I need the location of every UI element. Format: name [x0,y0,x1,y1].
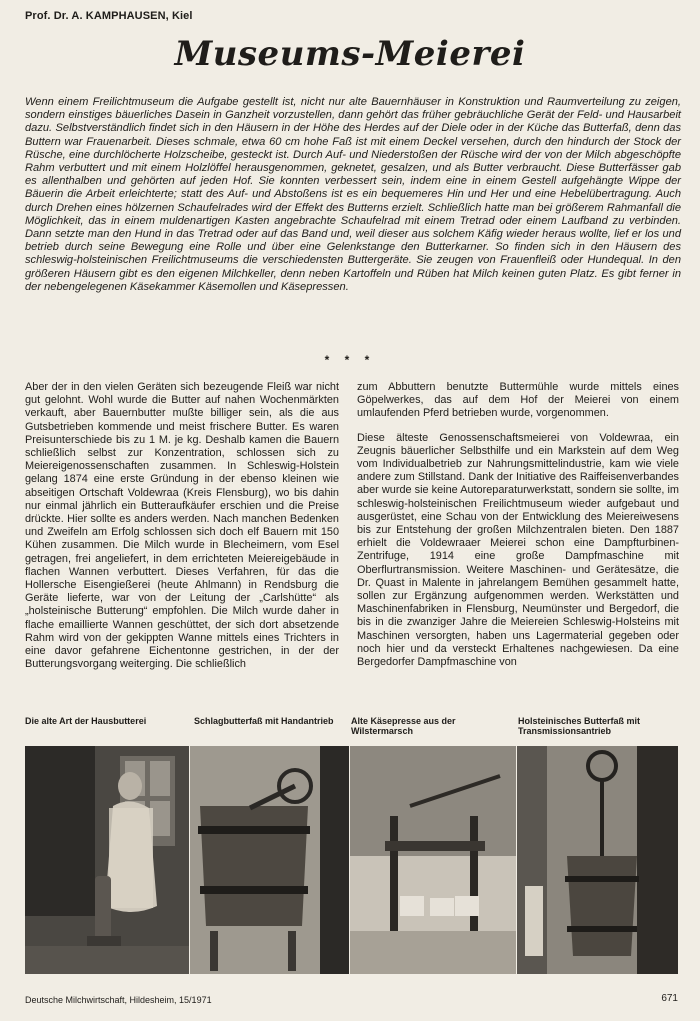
photo-transmission-churn-illustration [517,746,678,974]
left-column-text: Aber der in den vielen Geräten sich bezeugende Fleiß war nicht gut gelohnt. Wohl wurde die Butter auf nahen Wochenmärkten verkauft, aber Bauernbutter mußte billiger sein, als die aus Gutsbetrieben kommende und meist frischere Butter. Es waren Preisunterschiede bis zu 1 M. je kg. Deshalb kamen die Bauern schließlich selbst zur Konzentration, schlossen sich zu Meiereigenossenschaften zusammen. In Schleswig-Holstein gelang 1874 eine erste Gründung in der ebenso kleinen wie abseitigen Ortschaft Voldewraa (Kreis Flensburg), wo bis dahin nur einmal jährlich ein Butteraufkäufer erschien und die Preise drückte. Hier sollte es anders werden. Nach manchen Bedenken und Zweifeln am Erfolg schlossen sich doch elf Bauern mit 150 Kühen zusammen. Die Milch wurde in Blecheimern, vom Esel getragen, frei angeliefert, in dem errichteten Meiereigebäude in flachen Wannen verbuttert. Dieses Verfahren, für das die Hollersche Eisengießerei (heute Ahlmann) in Rendsburg die Geräte lieferte, war von der Leitung der „Carlshütte“ als „holsteinische Butterung“ empfohlen. Die Milch wurde daher in flache emaillierte Wannen geschüttet, der sich dort absetzende Rahm wird von der gekippten Wanne mittels eines Trichters in eine davor gefahrene Eichentonne gestrichen, in der der Butterungsvorgang weiterging. Die schließlich [25,381,339,671]
intro-paragraph: Wenn einem Freilichtmuseum die Aufgabe gestellt ist, nicht nur alte Bauernhäuser in Konstruktion und Raumverteilung zu zeigen, sondern einstiges bäuerliches Dasein in Ganzheit vorzustellen, dann gehört das früher gebräuchliche Gerät der Feld- und Hausarbeit dazu. Selbstverständlich findet sich in den Häusern in der Höhe des Herdes auf der Diele oder in der Küche das Butterfaß, denn das Buttern war Frauenarbeit. Dieses schmale, etwa 60 cm hohe Faß ist mit einem Deckel versehen, durch den hindurch der Stock der Rüsche, eine durchlöcherte Holzscheibe, gesteckt ist. Durch Auf- und Niederstoßen der Rüsche wird der von der Milch abgeschöpfte Rahm verbuttert und mit einem Holzlöffel herausgenommen, geknetet, gesalzen, und als Butter verbraucht. Diese Butterfässer gab es allenthalben und gehörten auf jeden Hof. Sie konnten verbessert sein, indem eine in einem Gestell aufgehängte Wippe der Bäuerin die Arbeit erleichterte; statt des Auf- und Abstoßens ist es ein bequemeres Hin und Her und eine Hebelübertragung. Auch durch Drehen eines hölzernen Schaufelrades wird der Effekt des Butterns erzielt. Schließlich hatte man bei größerem Rahmanfall die Möglichkeit, das in einem muldenartigen Kasten angebrachte Schaufelrad mit einem Tretrad oder einem Laufband zu verbinden. Dann setzte man den Hund in das Tretrad oder auf das Band und, weil dieser aus solchem Käfig wieder heraus wollte, lief er los und betrieb durch seine Bewegung eine Rolle und über eine Gelenkstange den Butterkarner. So finden sich in den Häusern des schleswig-holsteinischen Freilichtmuseums die verschiedensten Buttergeräte. Sie zeugen von Frauenfleiß oder Hundequal. In den größeren Häusern gibt es den eigenen Milchkeller, denn neben Kartoffeln und Rüben hat Milch keinen guten Platz. Es gibt ferner in der nebengelegenen Käsekammer Käsemollen und Käsepressen. [25,96,681,293]
photo-caption-4: Holsteinisches Butterfaß mit Transmissionsantrieb [518,716,641,736]
left-column [25,381,339,671]
photo-caption-3: Alte Käsepresse aus der Wilstermarsch [351,716,456,736]
photo-caption-1: Die alte Art der Hausbutterei [25,716,147,726]
footer-source: Deutsche Milchwirtschaft, Hildesheim, 15/1971 [25,995,212,1005]
photo-transmission-churn [517,746,678,974]
photo-caption-2: Schlagbutterfaß mit Handantrieb [194,716,334,726]
photo-cheese-press-illustration [350,746,516,974]
right-column-paragraph-2: Diese älteste Genossenschaftsmeierei von Voldewraa, ein Zeugnis bäuerlicher Selbsthilfe und ein Markstein auf dem Weg vom Individualbetrieb zur Nahrungsmittelindustrie, kam wie viele andere zum Stillstand. Dank der Initiative des Raiffeisenverbandes aber wurde sie keine Autoreparaturwerkstatt, sondern sie sollte, im schleswig-holsteinischen Freilichtmuseum wieder aufgebaut und ausgerüstet, eine Schau von der Entwicklung des Meiereiwesens bis zur Entstehung der großen Milchzentralen bieten. Den 1887 erhielt die Voldewraaer Meierei schon eine Dampfturbinen-Zentrifuge, 1914 eine große Dampfmaschine mit Oberflurtransmission. Weitere Maschinen- und Gerätesätze, die Dr. Quast in Malente in jahrelangem Bemühen gesammelt hatte, sollen zur Ergänzung aufgenommen werden. Werkstätten und Maschinenfabriken in Flensburg, Neumünster und Bergedorf, die bis in die zwanziger Jahre die Meiereien Schleswig-Holsteins mit Maschinen versorgten, haben uns Lagermaterial gegeben oder noch hier und da versteckt Erhaltenes nachgewiesen. Da eine Bergedorfer Dampfmaschine von [357,431,679,669]
section-separator: * * * [324,353,376,367]
page-number: 671 [661,993,678,1004]
photo-hand-churn-illustration [190,746,349,974]
photo-house-churning-illustration [25,746,189,974]
photo-hand-churn [190,746,349,974]
photo-house-churning [25,746,189,974]
right-column-paragraph-1: zum Abbuttern benutzte Buttermühle wurde mittels eines Göpelwerkes, das auf dem Hof der Meierei von einem umlaufenden Pferd betrieben wurde, vorgenommen. [357,381,679,420]
photo-cheese-press [350,746,516,974]
author-line: Prof. Dr. A. KAMPHAUSEN, Kiel [25,10,193,22]
article-title: Museums-Meierei [174,34,526,74]
right-column [357,381,679,669]
